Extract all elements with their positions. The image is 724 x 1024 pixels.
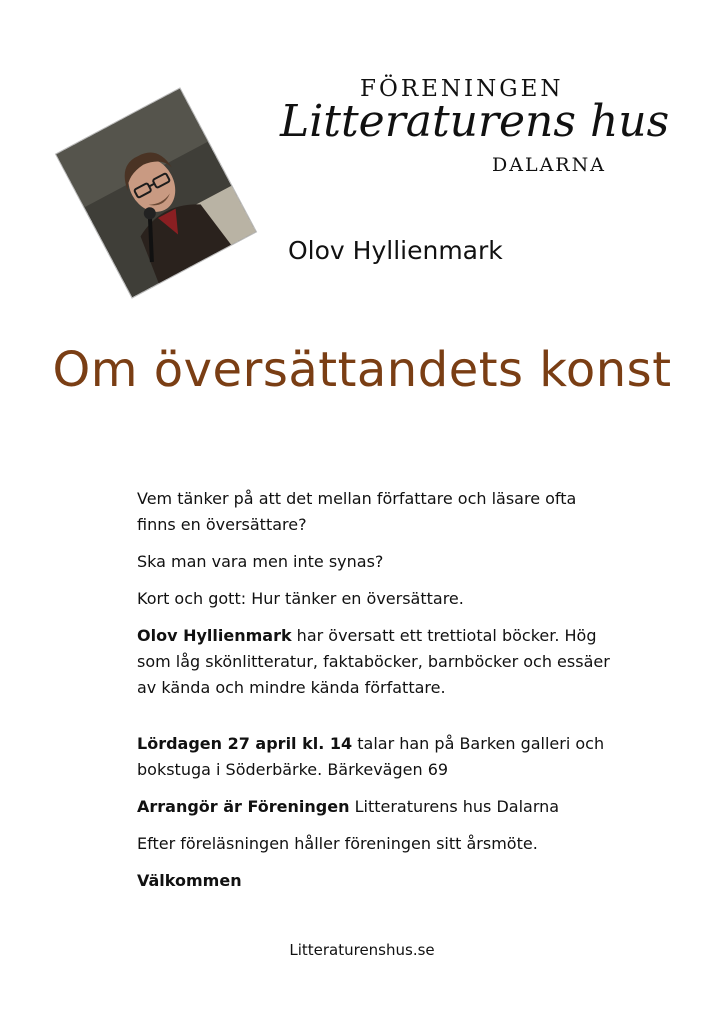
- speaker-name: Olov Hyllienmark: [288, 236, 503, 265]
- bio-text: har översatt ett trettiotal böcker. Hög som låg skönlitteratur, faktaböcker, barnböcker och essäer av kända och mindre kända författare.: [137, 626, 610, 697]
- paragraph-summary: Kort och gott: Hur tänker en översättare.: [137, 589, 464, 608]
- logo-line-dalarna: DALARNA: [492, 154, 606, 176]
- event-headline: Om översättandets konst: [52, 342, 672, 398]
- paragraph-intro: Vem tänker på att det mellan författare och läsare ofta finns en översättare?: [137, 489, 577, 534]
- website-footer: Litteraturenshus.se: [289, 941, 435, 959]
- organization-logo: [280, 70, 670, 180]
- paragraph-welcome: [137, 868, 617, 894]
- organizer-name: Litteraturens hus Dalarna: [349, 797, 560, 816]
- speaker-photo: [56, 89, 256, 298]
- organizer-label: Arrangör är Föreningen: [137, 797, 350, 816]
- paragraph-annual-meeting: Efter föreläsningen håller föreningen sitt årsmöte.: [137, 834, 538, 853]
- speaker-photo-image: [56, 89, 256, 298]
- paragraph-question: Ska man vara men inte synas?: [137, 552, 384, 571]
- event-location: talar han på Barken galleri och bokstuga i Söderbärke. Bärkevägen 69: [137, 734, 605, 779]
- logo-line-litteraturens-hus: Litteraturens hus: [280, 96, 670, 147]
- event-description: [137, 486, 617, 905]
- paragraph-when-where: [137, 731, 617, 783]
- paragraph-organizer: [137, 794, 617, 820]
- event-date-time: Lördagen 27 april kl. 14: [137, 734, 353, 753]
- logo-line-foreningen: FÖRENINGEN: [360, 76, 564, 102]
- paragraph-bio: [137, 623, 617, 701]
- bio-speaker-name: Olov Hyllienmark: [137, 626, 292, 645]
- welcome-text: Välkommen: [137, 871, 242, 890]
